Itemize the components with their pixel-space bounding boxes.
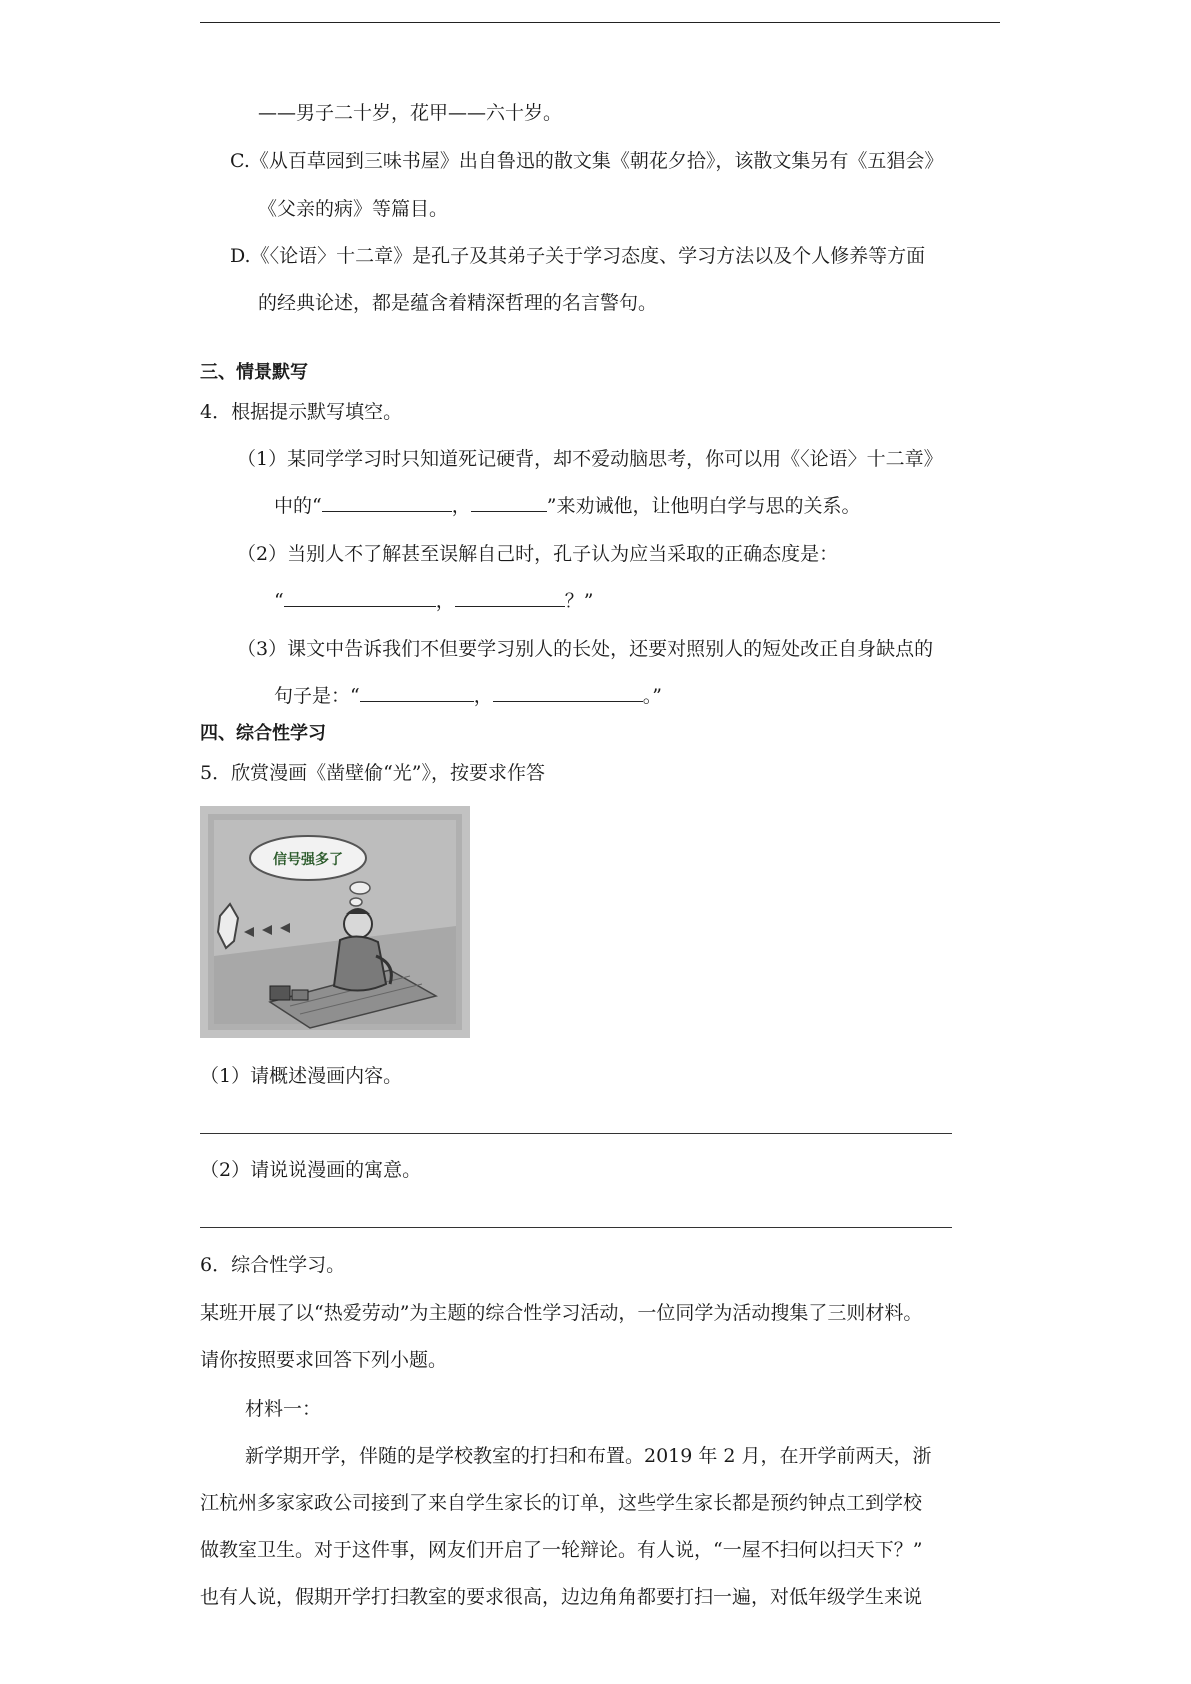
q4-sub3-blank2[interactable]: [493, 683, 643, 702]
q5-sub2: （2）请说说漫画的寓意。: [200, 1159, 422, 1181]
q4-sub1-suffix: ”来劝诫他，让他明白学与思的关系。: [546, 495, 861, 517]
q4-sub1-line1: （1）某同学学习时只知道死记硬背，却不爱动脑思考，你可以用《〈论语〉十二章》: [237, 448, 943, 470]
q4-sub1-prefix: 中的“: [274, 495, 322, 517]
q4-sub2-sep: ，: [435, 590, 455, 612]
q4-sub3-prefix: 句子是：“: [274, 685, 360, 707]
option-d-line2: 的经典论述，都是蕴含着精深哲理的名言警句。: [258, 292, 658, 314]
q5-sub1: （1）请概述漫画内容。: [200, 1065, 403, 1087]
q4-sub1-line2: [274, 493, 860, 519]
option-c-line2: 《父亲的病》等篇目。: [258, 198, 449, 220]
q4-sub1-blank1[interactable]: [322, 493, 452, 512]
q4-prompt: 4．根据提示默写填空。: [200, 401, 403, 423]
q4-sub2-blank1[interactable]: [284, 588, 436, 607]
section4-heading: 四、综合性学习: [200, 723, 326, 744]
q4-sub1-sep: ，: [451, 495, 471, 517]
q5-prompt: 5．欣赏漫画《凿壁偷“光”》，按要求作答: [200, 762, 546, 784]
q6-prompt: 6．综合性学习。: [200, 1254, 346, 1276]
q4-sub1-blank2[interactable]: [471, 493, 547, 512]
option-d-line1: D.《〈论语〉十二章》是孔子及其弟子关于学习态度、学习方法以及个人修养等方面: [230, 245, 926, 267]
section3-heading: 三、情景默写: [200, 362, 308, 383]
q5-sub2-answer-line[interactable]: [200, 1227, 952, 1228]
material1-line3: 做教室卫生。对于这件事，网友们开启了一轮辩论。有人说，“一屋不扫何以扫天下？”: [200, 1539, 923, 1561]
option-b-tail: ——男子二十岁，花甲——六十岁。: [258, 102, 563, 124]
q4-sub2-blank2[interactable]: [455, 588, 565, 607]
q4-sub2-prefix: “: [274, 590, 284, 612]
q4-sub3-sep: ，: [473, 685, 493, 707]
comic-illustration: [200, 806, 470, 1038]
material1-line1: 新学期开学，伴随的是学校教室的打扫和布置。2019 年 2 月，在开学前两天，浙: [245, 1445, 932, 1467]
option-c-line1: C.《从百草园到三味书屋》出自鲁迅的散文集《朝花夕拾》，该散文集另有《五猖会》: [230, 150, 944, 172]
q4-sub2-line2: [274, 588, 593, 614]
q4-sub3-suffix: 。”: [642, 685, 662, 707]
material1-label: 材料一：: [245, 1398, 322, 1420]
comic-drawing: [200, 806, 470, 1038]
q4-sub3-line2: [274, 683, 662, 709]
q4-sub2-line1: （2）当别人不了解甚至误解自己时，孔子认为应当采取的正确态度是：: [237, 543, 839, 565]
material1-line4: 也有人说，假期开学打扫教室的要求很高，边边角角都要打扫一遍，对低年级学生来说: [200, 1586, 923, 1608]
q4-sub3-blank1[interactable]: [360, 683, 474, 702]
q5-sub1-answer-line[interactable]: [200, 1133, 952, 1134]
q6-intro-line2: 请你按照要求回答下列小题。: [200, 1349, 448, 1371]
q4-sub3-line1: （3）课文中告诉我们不但要学习别人的长处，还要对照别人的短处改正自身缺点的: [237, 638, 934, 660]
q6-intro-line1: 某班开展了以“热爱劳动”为主题的综合性学习活动，一位同学为活动搜集了三则材料。: [200, 1302, 923, 1324]
header-rule: [200, 22, 1000, 23]
q4-sub2-suffix: ？”: [564, 590, 594, 612]
material1-line2: 江杭州多家家政公司接到了来自学生家长的订单，这些学生家长都是预约钟点工到学校: [200, 1492, 923, 1514]
comic-bubble-text: 信号强多了: [273, 852, 343, 868]
